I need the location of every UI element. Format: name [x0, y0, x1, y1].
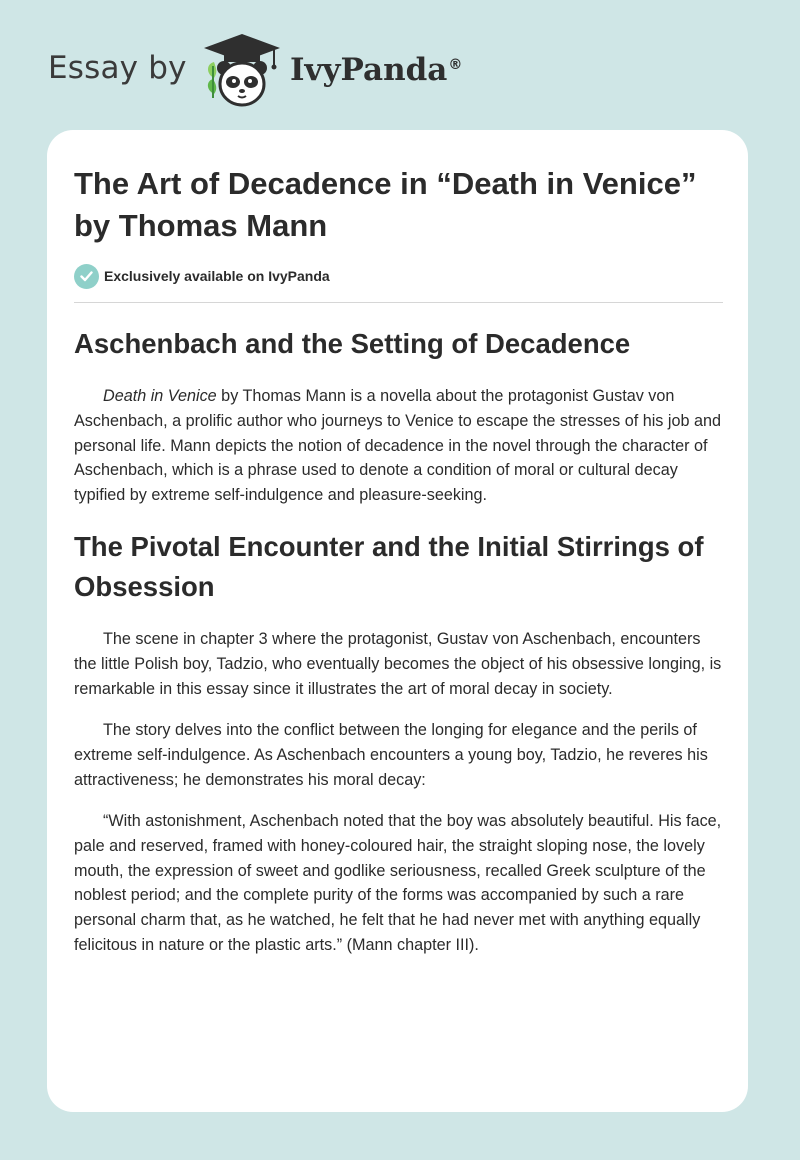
registered-mark: ® [448, 56, 463, 73]
site-header [0, 0, 800, 130]
check-icon [74, 264, 99, 289]
article-title: The Art of Decadence in “Death in Venice” by Thomas Mann [74, 166, 697, 243]
paragraph: Death in Venice by Thomas Mann is a novella about the protagonist Gustav von Aschenbach, a prolific author who journeys to Venice to escape the stresses of his job and personal life. Mann depicts the notion of decadence in the novel through the character of Aschenbach, which is a phrase used to denote a condition of moral or cultural decay typified by extreme self-indulgence and pleasure-seeking. [74, 387, 721, 505]
section-heading: The Pivotal Encounter and the Initial Stirrings of Obsession [74, 531, 704, 602]
panda-graduate-icon[interactable] [200, 32, 284, 110]
quote-paragraph: “With astonishment, Aschenbach noted that the boy was absolutely beautiful. His face, pale and reserved, framed with honey-coloured hair, the straight sloping nose, the lovely mouth, the expression of sweet and godlike seriousness, recalled Greek sculpture of the noblest period; and the complete purity of the forms was accompanied by such a rare personal charm that, as he watched, he felt that he had never met with anything equally felicitous in nature or the plastic arts.” (Mann chapter III). [74, 812, 722, 954]
badge-text: Exclusively available on IvyPanda [104, 268, 330, 284]
paragraph: The story delves into the conflict between the longing for elegance and the perils of extreme self-indulgence. As Aschenbach encounters a young boy, Tadzio, he reveres his attractiveness; he demonstrates his moral decay: [74, 721, 708, 789]
brand-name[interactable]: IvyPanda® [290, 52, 463, 88]
essay-by-label: Essay by [48, 50, 187, 86]
book-title: Death in Venice [103, 387, 217, 405]
divider [74, 302, 723, 303]
article-card [47, 130, 748, 1112]
paragraph: The scene in chapter 3 where the protagonist, Gustav von Aschenbach, encounters the little Polish boy, Tadzio, who eventually becomes the object of his obsessive longing, is remarkable in this essay since it illustrates the art of moral decay in society. [74, 630, 722, 698]
exclusive-badge [74, 263, 330, 289]
section-heading: Aschenbach and the Setting of Decadence [74, 328, 631, 359]
